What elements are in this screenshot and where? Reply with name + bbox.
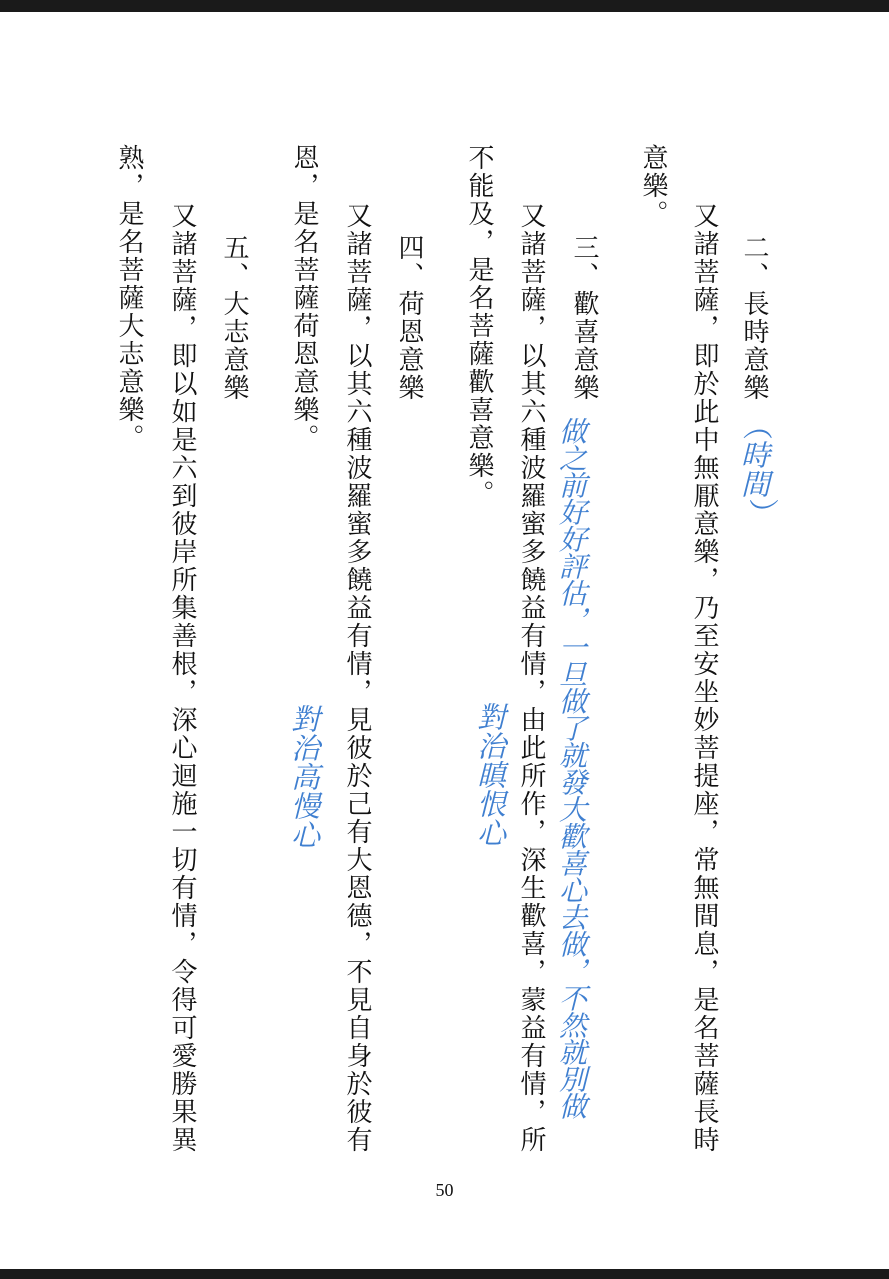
handwritten-note-anger: 對治瞋恨心 (473, 702, 507, 847)
note-paren-open: ︵ (737, 410, 772, 440)
heading-aspiration: 五、大志意樂 (219, 234, 249, 402)
document-page (0, 12, 889, 1269)
heading-gratitude: 四、荷恩意樂 (394, 234, 424, 402)
handwritten-note-time: ︵時間︶ (737, 410, 772, 528)
text-column: 熟，是名菩薩大志意樂。 (114, 144, 144, 452)
handwritten-note-arrogance: 對治高慢心 (287, 704, 321, 849)
text-column: 意樂。 (638, 144, 668, 228)
note-paren-close: ︶ (737, 498, 772, 528)
heading-long-time: 二、長時意樂 (739, 234, 769, 402)
text-column: 不能及，是名菩薩歡喜意樂。 (464, 144, 494, 508)
text-column: 又諸菩薩，以其六種波羅蜜多饒益有情，見彼於己有大恩德，不見自身於彼有 (342, 202, 372, 1154)
text-column: 又諸菩薩，即於此中無厭意樂，乃至安坐妙菩提座，常無間息，是名菩薩長時 (689, 202, 719, 1154)
heading-joy: 三、歡喜意樂 (569, 234, 599, 402)
text-column: 恩，是名菩薩荷恩意樂。 (289, 144, 319, 452)
text-column: 又諸菩薩，即以如是六到彼岸所集善根，深心迴施一切有情，令得可愛勝果異 (167, 202, 197, 1154)
page-number: 50 (435, 1180, 454, 1200)
handwritten-note-joy: 做之前好好評估，一旦做了就發大歡喜心去做，不然就別做 (555, 417, 588, 1119)
text-column: 又諸菩薩，以其六種波羅蜜多饒益有情，由此所作，深生歡喜，蒙益有情，所 (516, 202, 546, 1154)
